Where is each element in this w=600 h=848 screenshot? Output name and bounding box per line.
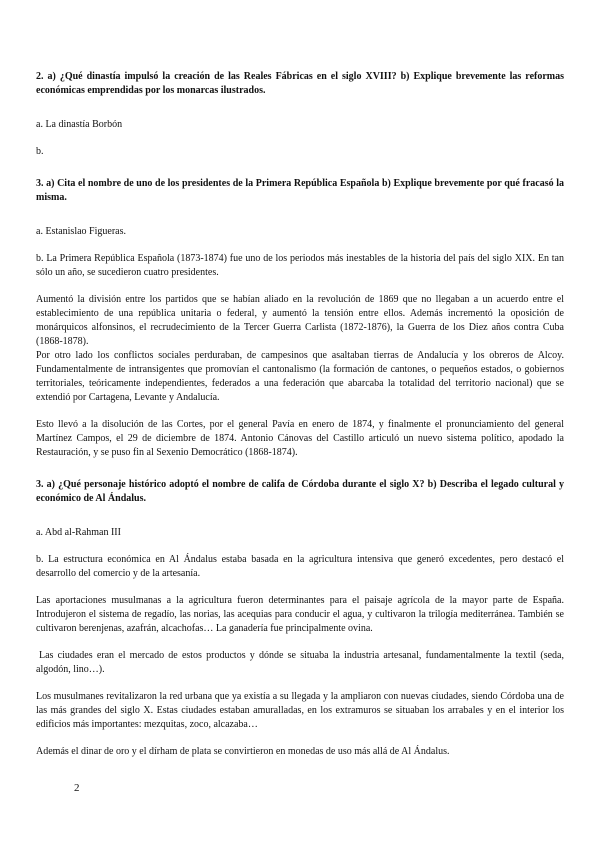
question-section [36, 70, 564, 159]
answer-paragraph: b. La Primera República Española (1873-1874) fue uno de los periodos más inestables de la historia del país del siglo XIX. En tan sólo un año, se sucedieron cuatro presidentes. [36, 253, 564, 278]
answer-paragraph: Esto llevó a la disolución de las Cortes, por el general Pavía en enero de 1874, y finalmente el pronunciamiento del general Martínez Campos, el 29 de diciembre de 1874. Antonio Cánovas del Castillo articuló un nuevo sistema político, apodado la Restauración, y se puso fin al Sexenio Democrático (1868-1874). [36, 419, 564, 458]
answer-paragraph: Las ciudades eran el mercado de estos productos y dónde se situaba la industria artesanal, fundamentalmente la textil (seda, algodón, lino…). [36, 650, 564, 675]
answer-paragraph: a. Abd al-Rahman III [36, 527, 121, 538]
question-heading: 2. a) ¿Qué dinastía impulsó la creación de las Reales Fábricas en el siglo XVIII? b) Explique brevemente las reformas económicas emprendidas por los monarcas ilustrados. [36, 71, 564, 96]
answer-paragraph: Aumentó la división entre los partidos que se habían aliado en la revolución de 1869 que no llegaban a un acuerdo entre el establecimiento de una república unitaria o federal, y aumentó la tensión entre ellos. Además incrementó la oposición de monárquicos alfonsinos, el recrudecimiento de la Tercer Guerra Carlista (1872-1876), la Guerra de los Diez años contra Cuba (1868-1878). [36, 294, 564, 347]
answer-paragraph: Por otro lado los conflictos sociales perduraban, de campesinos que asaltaban tierras de Andalucía y los obreros de Alcoy. Fundamentalmente de intransigentes que promovían el cantonalismo (la formación de cantones, o pequeños estados, o gobiernos territoriales, teóricamente independientes, federados a una federación que abarcaba la totalidad del territorio nacional) que se extendió por Cartagena, Levante y Andalucía. [36, 350, 564, 403]
answer-paragraph: Los musulmanes revitalizaron la red urbana que ya existía a su llegada y la ampliaron con nuevas ciudades, siendo Córdoba una de las más grandes del siglo X. Estas ciudades estaban amuralladas, en los extramuros se situaban los arrabales y en el interior los edificios más importantes: mezquitas, zoco, alcazaba… [36, 691, 564, 730]
answer-paragraph: b. [36, 146, 44, 157]
question-section [36, 478, 564, 759]
answer-paragraph: b. La estructura económica en Al Ándalus estaba basada en la agricultura intensiva que generó excedentes, pero destacó el desarrollo del comercio y de la artesanía. [36, 554, 564, 579]
question-heading: 3. a) ¿Qué personaje histórico adoptó el nombre de califa de Córdoba durante el siglo X? b) Describa el legado cultural y económico de Al Ándalus. [36, 479, 564, 504]
answer-paragraph: a. Estanislao Figueras. [36, 226, 126, 237]
question-section [36, 177, 564, 460]
question-heading: 3. a) Cita el nombre de uno de los presidentes de la Primera República Española b) Explique brevemente por qué fracasó la misma. [36, 178, 564, 203]
answer-paragraph: Las aportaciones musulmanas a la agricultura fueron determinantes para el paisaje agrícola de la mayor parte de España. Introdujeron el sistema de regadío, las norias, las acequias para conducir el agua, y cultivaron la trilogía mediterránea. También se cultivaron berenjenas, azafrán, alcachofas… La ganadería fue principalmente ovina. [36, 595, 564, 634]
answer-paragraph: a. La dinastía Borbón [36, 119, 123, 130]
document-body [36, 70, 564, 772]
answer-paragraph: Además el dinar de oro y el dírham de plata se convirtieron en monedas de uso más allá de Al Ándalus. [36, 746, 450, 757]
page-number: 2 [74, 782, 80, 794]
